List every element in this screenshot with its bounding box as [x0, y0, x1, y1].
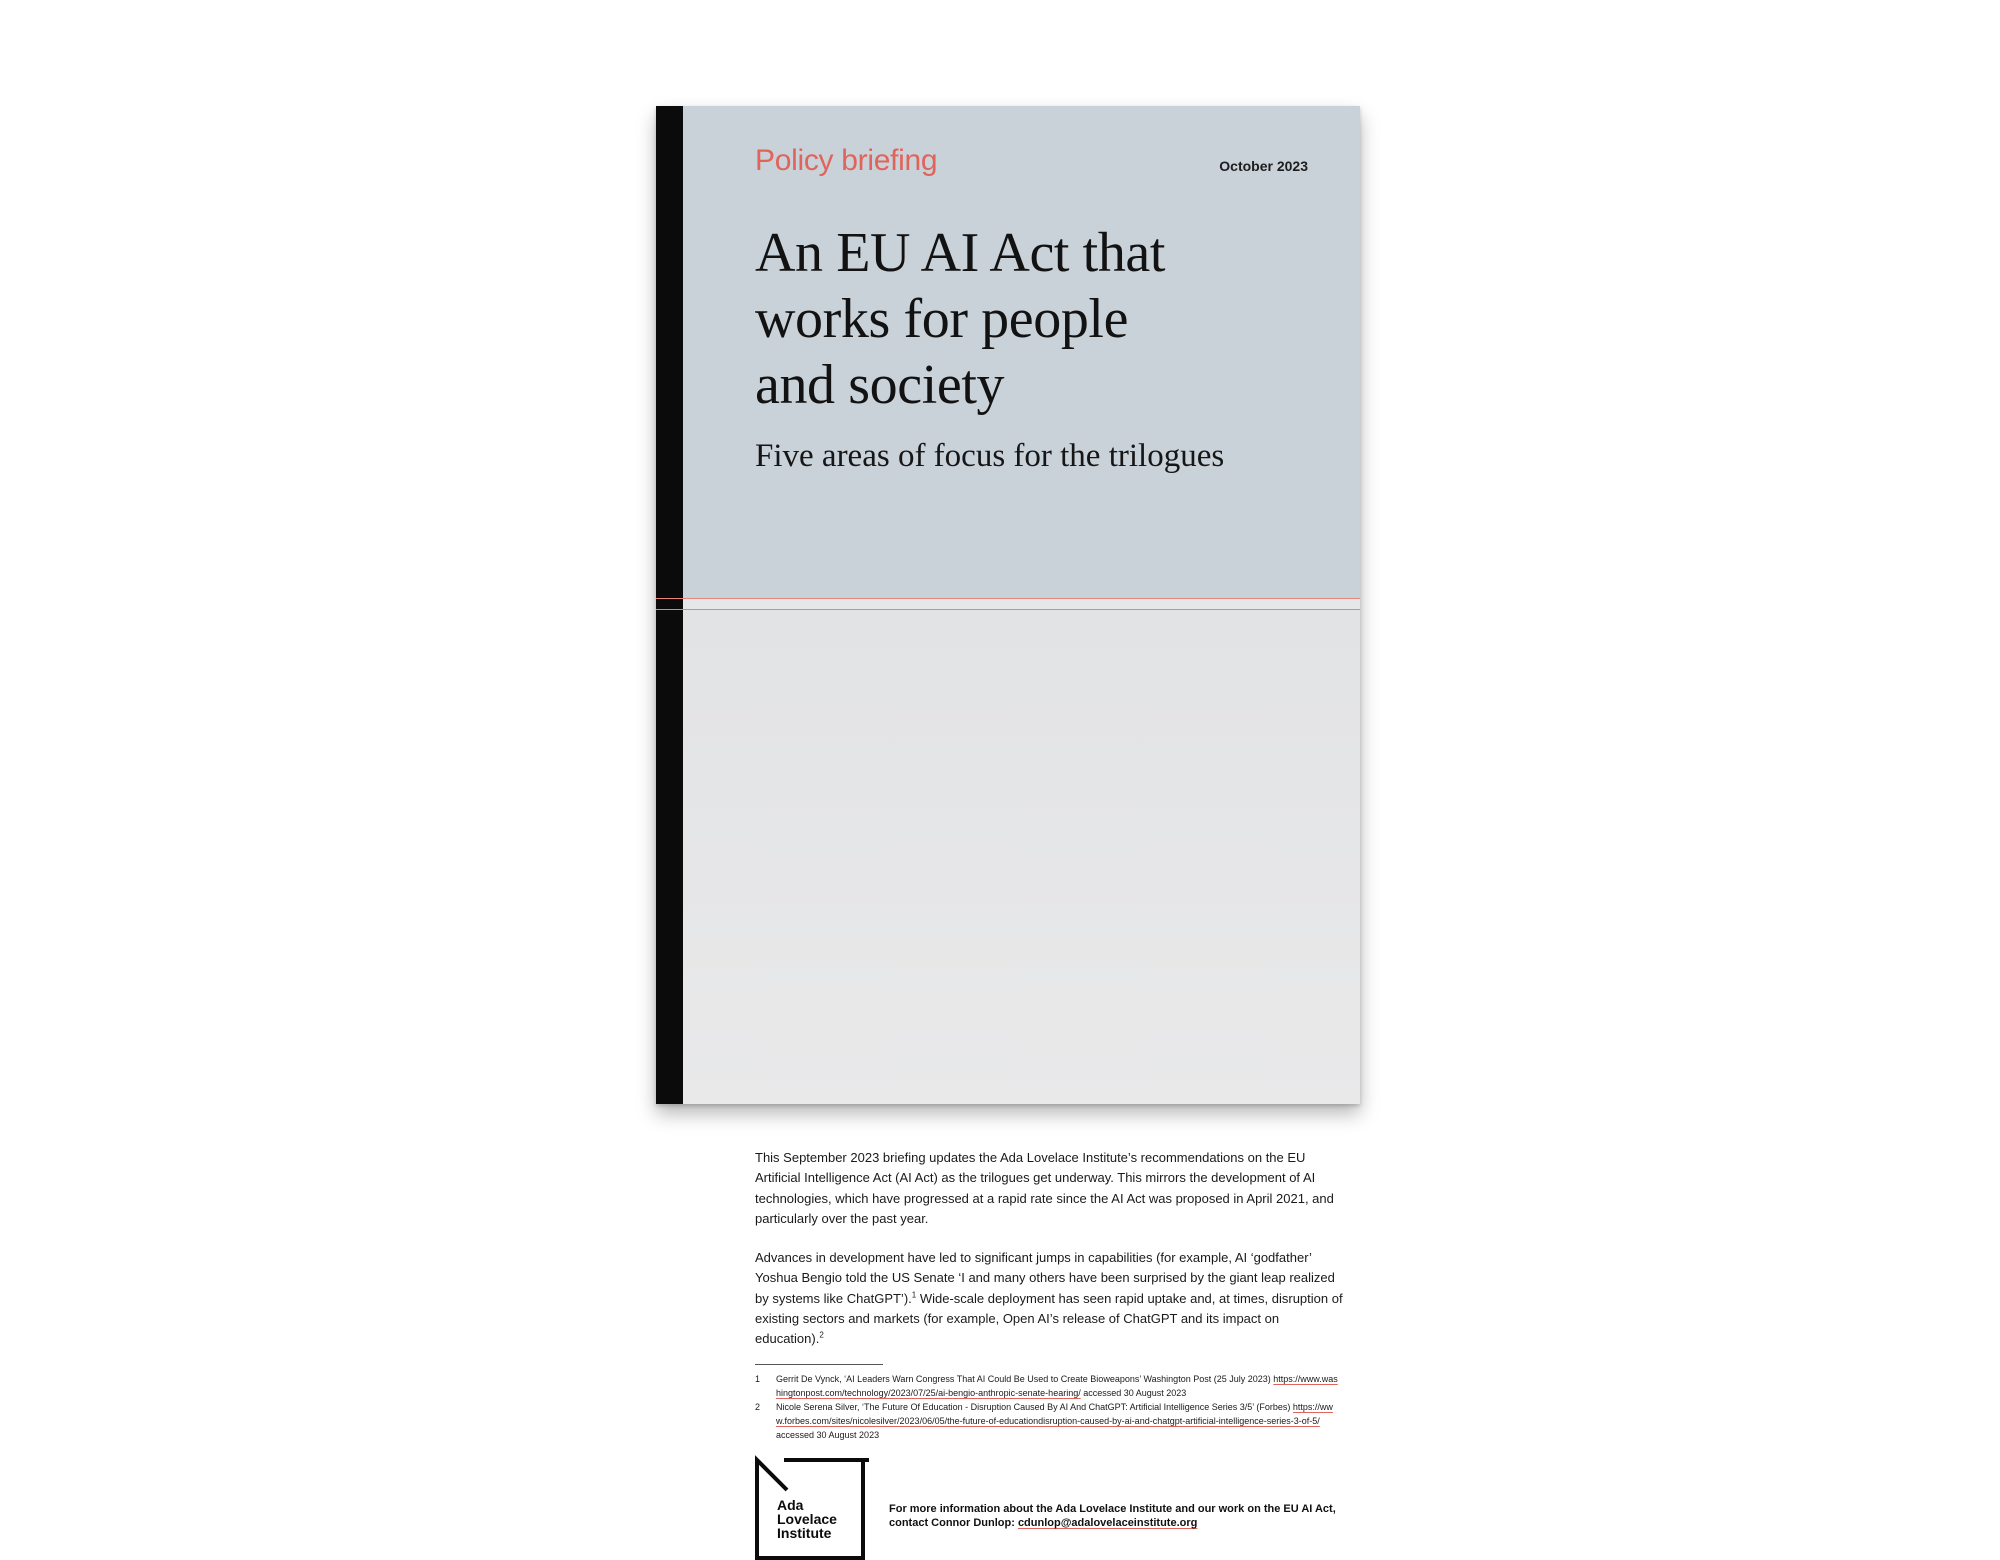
- intro-paragraph: This September 2023 briefing updates the Ada Lovelace Institute’s recommendations on the EU Artificial Intelligence Act (AI Act) as the trilogues get underway. This mirrors the development of AI technologies, which have progressed at a rapid rate since the AI Act was proposed in April 2021, and particularly over the past year.: [755, 1150, 1334, 1226]
- footnote-accessed: accessed 30 August 2023: [1080, 1388, 1187, 1398]
- footnote-link[interactable]: https://www.washingtonpost.com/technology/2023/07/25/ai-bengio-anthropic-senate-hearing/: [776, 1374, 1338, 1398]
- document-subtitle: Five areas of focus for the trilogues: [755, 438, 1225, 474]
- contact-text: For more information about the Ada Lovelace Institute and our work on the EU AI Act, contact Connor Dunlop:: [889, 1503, 1336, 1529]
- footnote-text: Gerrit De Vynck, ‘AI Leaders Warn Congress That AI Could Be Used to Create Bioweapons’ Washington Post (25 July 2023): [776, 1374, 1274, 1384]
- document-spine: [656, 106, 683, 1104]
- contact-email-link[interactable]: cdunlop@adalovelaceinstitute.org: [1017, 1517, 1198, 1529]
- document-type-label: Policy briefing: [755, 144, 938, 177]
- ada-lovelace-institute-logo: [755, 1462, 865, 1560]
- logo-frame-top: [784, 1458, 869, 1462]
- context-paragraph-text: Advances in development have led to significant jumps in capabilities (for example, AI ‘godfather’ Yoshua Bengio told the US Senate ‘I and many others have been surprised by the giant leap realized by systems like ChatGPT’).: [755, 1250, 1335, 1306]
- logo-diagonal-mark: [755, 1458, 789, 1492]
- contact-info: [889, 1502, 1369, 1530]
- footnote-separator: [755, 1364, 883, 1365]
- footnote-number: 2: [755, 1402, 761, 1412]
- title-line-1: An EU AI Act that: [755, 222, 1166, 284]
- cover-body-panel: [683, 610, 1360, 1541]
- footnote-accessed: accessed 30 August 2023: [776, 1430, 880, 1440]
- publication-date: October 2023: [1219, 158, 1308, 174]
- divider-line-top: [656, 598, 1360, 599]
- footnote-body: [776, 1400, 1340, 1442]
- title-line-3: and society: [755, 354, 1005, 416]
- footnote-link[interactable]: https://www.forbes.com/sites/nicolesilver/2023/06/05/the-future-of-educationdisruption-caused-by-ai-and-chatgpt-artificial-intelligence-series-3-of-5/: [776, 1402, 1333, 1426]
- title-line-2: works for people: [755, 288, 1129, 350]
- logo-wordmark: [777, 1498, 867, 1540]
- footnote-ref-1: 1: [911, 1290, 917, 1300]
- logo-word-3: Institute: [777, 1525, 832, 1541]
- logo-word-1: Ada: [777, 1497, 804, 1513]
- document-title: [755, 220, 1315, 418]
- logo-word-2: Lovelace: [777, 1511, 837, 1527]
- footnote-text: Nicole Serena Silver, ‘The Future Of Education - Disruption Caused By AI And ChatGPT: Artificial Intelligence Series 3/5’ (Forbes): [776, 1402, 1293, 1412]
- policy-briefing-document: [656, 106, 1360, 1541]
- cover-header-panel: [683, 106, 1360, 598]
- footnote-body: [776, 1372, 1340, 1400]
- footnote-number: 1: [755, 1374, 761, 1384]
- context-paragraph: [755, 1248, 1350, 1349]
- footnote-ref-2: 2: [819, 1330, 824, 1340]
- context-paragraph-continued: Wide-scale deployment has seen rapid uptake and, at times, disruption of existing sectors and markets (for example, Open AI’s release of ChatGPT and its impact on education).: [755, 1290, 1343, 1347]
